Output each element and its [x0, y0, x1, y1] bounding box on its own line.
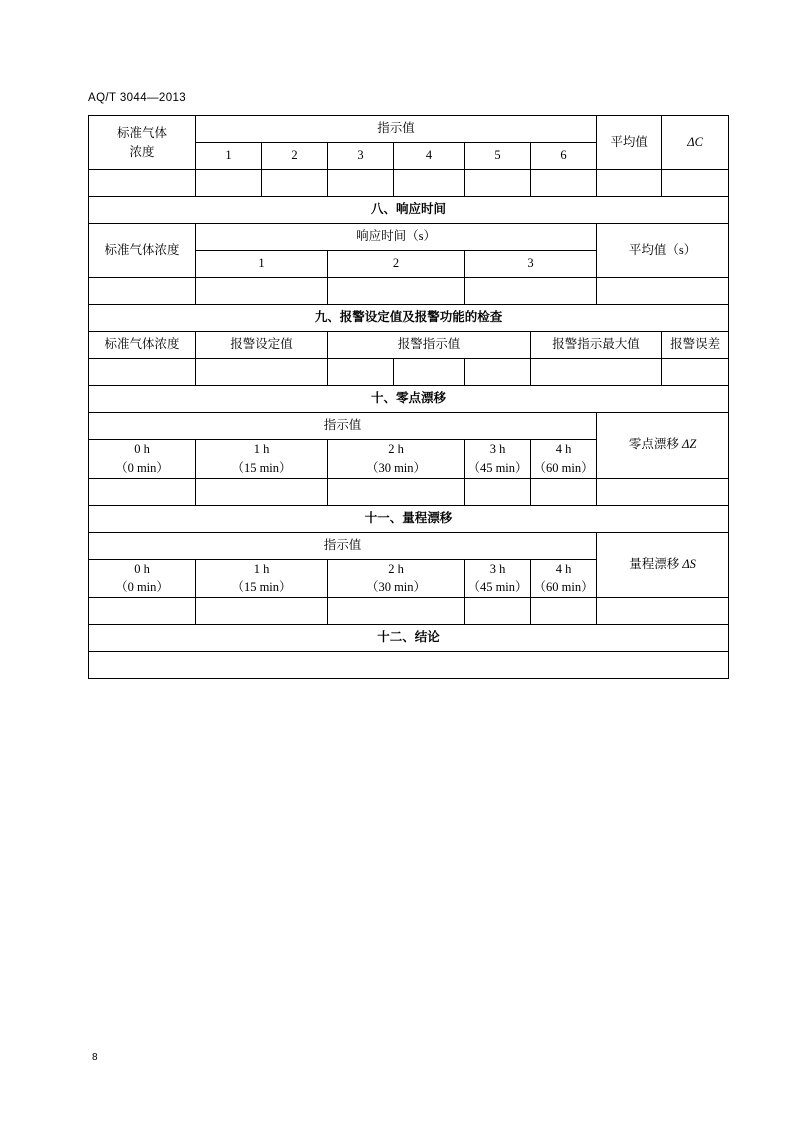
- section-title-9: 九、报警设定值及报警功能的检查: [89, 305, 729, 332]
- alarm-setpoint-header: 报警设定值: [196, 332, 328, 359]
- time-cell-1h: 1 h （15 min）: [196, 559, 328, 598]
- table-row: [89, 652, 729, 679]
- index-cell-1: 1: [196, 143, 262, 170]
- table-row: [89, 413, 729, 440]
- entry-cell[interactable]: [465, 598, 531, 625]
- time-cell-2h: 2 h （30 min）: [328, 440, 465, 479]
- index-cell-2: 2: [328, 251, 465, 278]
- alarm-error-header: 报警误差: [662, 332, 729, 359]
- section-title-12: 十二、结论: [89, 625, 729, 652]
- time-cell-4h: 4 h （60 min）: [531, 559, 597, 598]
- zero-drift-header: 零点漂移 ΔZ: [597, 413, 729, 479]
- entry-cell[interactable]: [597, 598, 729, 625]
- entry-cell[interactable]: [531, 598, 597, 625]
- time-cell-3h: 3 h （45 min）: [465, 440, 531, 479]
- entry-cell[interactable]: [262, 170, 328, 197]
- table-row: [89, 332, 729, 359]
- time-cell-2h: 2 h （30 min）: [328, 559, 465, 598]
- span-drift-header: 量程漂移 ΔS: [597, 532, 729, 598]
- entry-cell[interactable]: [465, 478, 531, 505]
- entry-cell[interactable]: [328, 278, 465, 305]
- table-row: [89, 170, 729, 197]
- table-row: [89, 598, 729, 625]
- entry-cell[interactable]: [196, 278, 328, 305]
- entry-cell[interactable]: [394, 170, 465, 197]
- entry-cell[interactable]: [89, 478, 196, 505]
- time-cell-0h: 0 h （0 min）: [89, 559, 196, 598]
- index-cell-3: 3: [328, 143, 394, 170]
- entry-cell[interactable]: [89, 278, 196, 305]
- entry-cell[interactable]: [597, 478, 729, 505]
- indicated-value-header-10: 指示值: [89, 413, 597, 440]
- entry-cell[interactable]: [328, 598, 465, 625]
- entry-cell[interactable]: [465, 170, 531, 197]
- entry-cell[interactable]: [196, 170, 262, 197]
- table-row: [89, 478, 729, 505]
- form-table: [88, 115, 729, 679]
- table-row: [89, 116, 729, 143]
- std-concentration-header: 标准气体 浓度: [89, 116, 196, 170]
- index-cell-3: 3: [465, 251, 597, 278]
- page-number: 8: [92, 1052, 98, 1063]
- entry-cell[interactable]: [196, 359, 328, 386]
- table-row: [89, 386, 729, 413]
- index-cell-6: 6: [531, 143, 597, 170]
- index-cell-4: 4: [394, 143, 465, 170]
- entry-cell[interactable]: [531, 170, 597, 197]
- section-title-8: 八、响应时间: [89, 197, 729, 224]
- entry-cell[interactable]: [662, 170, 729, 197]
- entry-cell[interactable]: [465, 278, 597, 305]
- entry-cell[interactable]: [328, 478, 465, 505]
- table-row: [89, 532, 729, 559]
- section-title-11: 十一、量程漂移: [89, 505, 729, 532]
- indicated-value-header-11: 指示值: [89, 532, 597, 559]
- conclusion-entry-area[interactable]: [89, 652, 729, 679]
- alarm-max-header: 报警指示最大值: [531, 332, 662, 359]
- entry-cell[interactable]: [89, 170, 196, 197]
- table-row: [89, 505, 729, 532]
- document-standard-number: AQ/T 3044—2013: [88, 92, 187, 104]
- alarm-indicated-header: 报警指示值: [328, 332, 531, 359]
- entry-cell[interactable]: [196, 598, 328, 625]
- time-cell-3h: 3 h （45 min）: [465, 559, 531, 598]
- table-row: [89, 224, 729, 251]
- index-cell-5: 5: [465, 143, 531, 170]
- entry-cell[interactable]: [597, 170, 662, 197]
- alarm-std-conc-header: 标准气体浓度: [89, 332, 196, 359]
- entry-cell[interactable]: [328, 170, 394, 197]
- indicated-value-header: 指示值: [196, 116, 597, 143]
- section-title-10: 十、零点漂移: [89, 386, 729, 413]
- delta-c-header: ΔC: [662, 116, 729, 170]
- response-time-header: 响应时间（s）: [196, 224, 597, 251]
- index-cell-2: 2: [262, 143, 328, 170]
- table-row: [89, 305, 729, 332]
- table-row: [89, 278, 729, 305]
- entry-cell[interactable]: [89, 359, 196, 386]
- std-concentration-header-8: 标准气体浓度: [89, 224, 196, 278]
- entry-cell[interactable]: [531, 359, 662, 386]
- entry-cell[interactable]: [465, 359, 531, 386]
- entry-cell[interactable]: [531, 478, 597, 505]
- time-cell-1h: 1 h （15 min）: [196, 440, 328, 479]
- entry-cell[interactable]: [196, 478, 328, 505]
- average-header: 平均值: [597, 116, 662, 170]
- table-row: [89, 197, 729, 224]
- time-cell-0h: 0 h （0 min）: [89, 440, 196, 479]
- entry-cell[interactable]: [89, 598, 196, 625]
- entry-cell[interactable]: [328, 359, 394, 386]
- entry-cell[interactable]: [394, 359, 465, 386]
- inspection-form: [88, 115, 728, 679]
- entry-cell[interactable]: [662, 359, 729, 386]
- table-row: [89, 359, 729, 386]
- entry-cell[interactable]: [597, 278, 729, 305]
- index-cell-1: 1: [196, 251, 328, 278]
- table-row: [89, 625, 729, 652]
- average-header-8: 平均值（s）: [597, 224, 729, 278]
- time-cell-4h: 4 h （60 min）: [531, 440, 597, 479]
